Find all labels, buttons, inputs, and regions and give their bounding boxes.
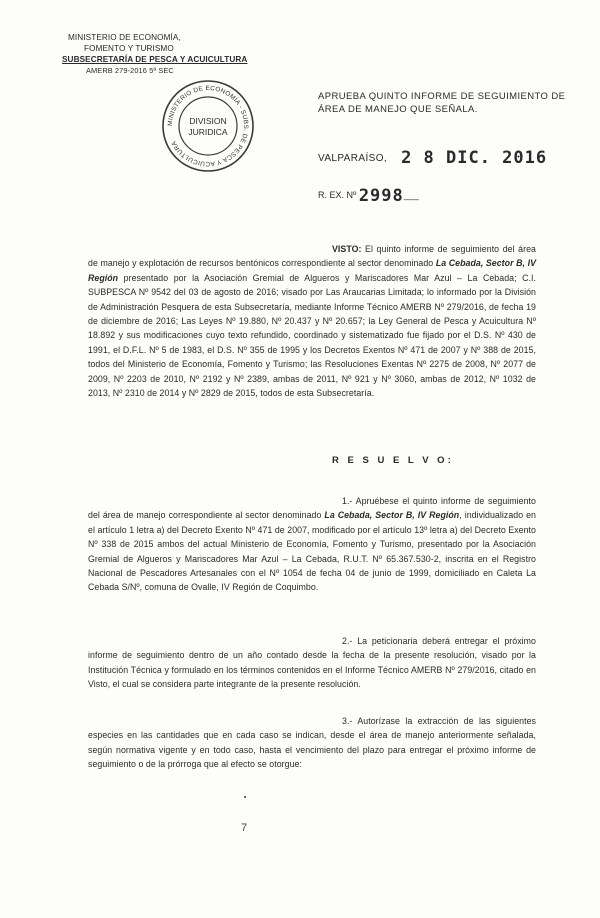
- item-3-paragraph: 3.- Autorízase la extracción de las siguientes especies en las cantidades que en cada caso se indican, desde el área de manejo anteriormente señalada, según normativa vigente y en todo caso, hasta el vencimiento del plazo para entregar el próximo informe de seguimiento o de la prórroga que al efecto se otorgue:: [88, 716, 536, 770]
- ministry-name: MINISTERIO DE ECONOMÍA,: [68, 33, 181, 42]
- visto-label: VISTO:: [332, 244, 362, 254]
- stamp-seal-icon: [160, 78, 256, 174]
- visto-sector: La Cebada, Sector B, IV Región: [88, 258, 537, 283]
- item-2-paragraph: 2.- La peticionaria deberá entregar el próximo informe de seguimiento dentro de un año contado desde la fecha de la presente resolución, visado por la Institución Técnica y formulado en los términos contenidos en el Informe Técnico AMERB Nº 279/2016, citado en Visto, el cual se considera parte integrante de la presente resolución.: [88, 636, 536, 690]
- scan-mark: [244, 796, 246, 798]
- file-reference: AMERB 279-2016 5ª SEC: [86, 66, 174, 75]
- division-juridica-stamp: [160, 78, 256, 174]
- stamp-ring-text: MINISTERIO DE ECONOMÍA - SUBS. DE PESCA Y ACUICULTURA: [166, 84, 250, 168]
- stamp-line-1: DIVISION: [189, 116, 227, 126]
- resolution-title: [318, 90, 565, 116]
- exento-label: R. EX. Nº: [318, 190, 357, 200]
- date-stamp: 2 8 DIC. 2016: [401, 148, 548, 168]
- title-line-1: APRUEBA QUINTO INFORME DE SEGUIMIENTO DE: [318, 91, 566, 102]
- resuelvo-heading: R E S U E L V O:: [332, 455, 454, 466]
- exento-number: 2998: [358, 186, 404, 206]
- resolution-number: R. EX. Nº 2998___: [318, 186, 419, 206]
- title-line-2: ÁREA DE MANEJO QUE SEÑALA.: [318, 104, 478, 115]
- place-label: VALPARAÍSO,: [318, 153, 388, 164]
- item-1-paragraph: 1.- Apruébese el quinto informe de seguimiento del área de manejo correspondiente al sector denominado La Cebada, Sector B, IV Región, individualizado en el artículo 1 letra a) del Decreto Exento Nº 471 de 2007, modificado por el artículo 13º letra a) del Decreto Exento Nº 338 de 2015 ambos del actual Ministerio de Economía, Fomento y Turismo, presentado por la Asociación Gremial de Algueros y Mariscadores Mar Azul – La Cebada, R.U.T. Nº 65.367.530-2, inscrita en el Registro Nacional de Pescadores Artesanales con el Nº 1054 de fecha 04 de junio de 1999, domiciliado en Caleta La Cebada S/Nº, comuna de Ovalle, IV Región de Coquimbo.: [88, 496, 536, 593]
- visto-paragraph: VISTO: El quinto informe de seguimiento del área de manejo y explotación de recursos bentónicos correspondiente al sector denominado La Cebada, Sector B, IV Región presentado por la Asociación Gremial de Algueros y Mariscadores Mar Azul – La Cebada; C.I. SUBPESCA Nº 9542 del 03 de agosto de 2016; visado por Las Araucarias Limitada; lo informado por la División de Administración Pesquera de esta Subsecretaría, mediante Informe Técnico AMERB Nº 279/2016, de fecha 19 de diciembre de 2016; Las Leyes Nº 19.880, Nº 20.437 y Nº 20.657; la Ley General de Pesca y Acuicultura Nº 18.892 y sus modificaciones cuyo texto refundido, coordinado y sistematizado fue fijado por el D.S. Nº 430 de 1991, el D.F.L. Nº 5 de 1983, el D.S. Nº 355 de 1995 y los Decretos Exentos Nº 471 de 2007 y Nº 388 de 2015, todos del Ministerio de Economía, Fomento y Turismo; las Resoluciones Exentas Nº 2275 de 2008, Nº 2077 de 2009, Nº 2203 de 2010, Nº 2192 y Nº 2389, ambas de 2011, Nº 921 y Nº 3060, ambas de 2012, Nº 1032 de 2013, Nº 2310 de 2014 y Nº 2829 de 2015, todos de esta Subsecretaría.: [88, 244, 537, 399]
- stamp-line-2: JURIDICA: [188, 127, 228, 137]
- footer-mark: 7: [241, 822, 248, 834]
- subsecretaria-name: SUBSECRETARÍA DE PESCA Y ACUICULTURA: [62, 55, 248, 64]
- ministry-subname: FOMENTO Y TURISMO: [84, 44, 174, 53]
- ministry-header: [62, 32, 247, 76]
- item-1-sector: La Cebada, Sector B, IV Región: [324, 510, 460, 521]
- place-date: [318, 148, 547, 168]
